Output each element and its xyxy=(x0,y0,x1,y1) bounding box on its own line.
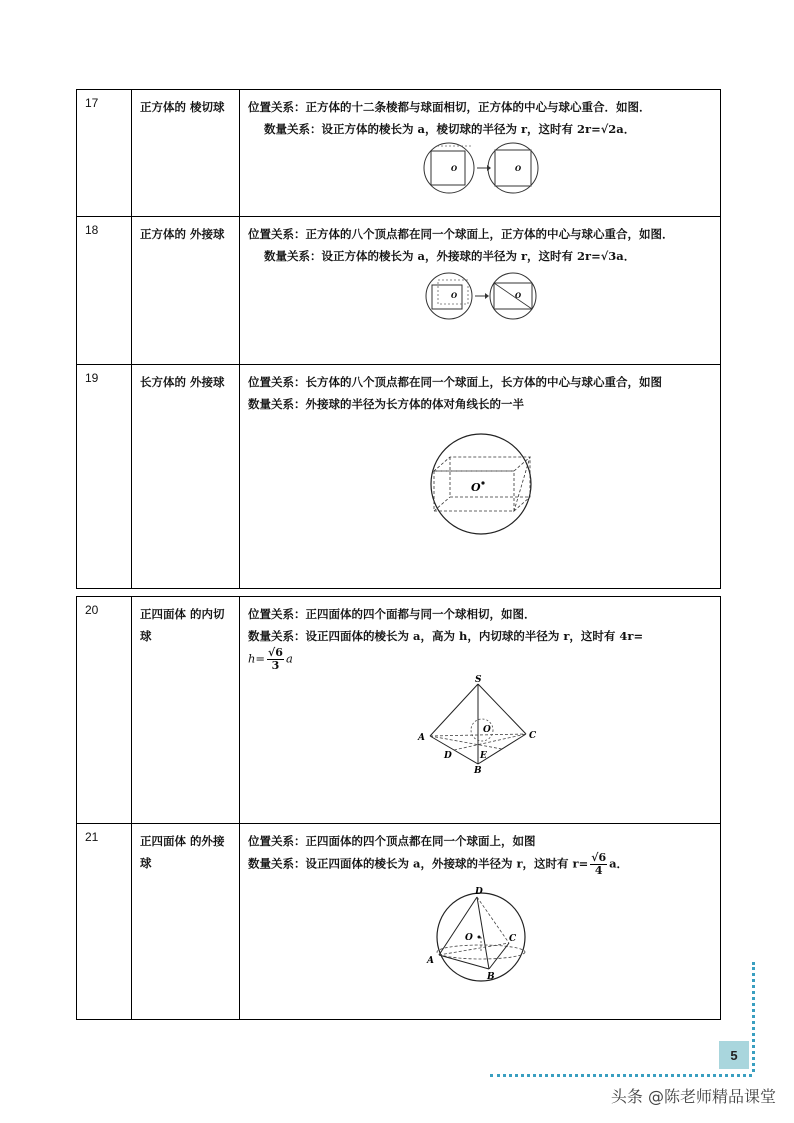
position-relation: 位置关系：正四面体的四个顶点都在同一个球面上，如图 xyxy=(248,834,536,848)
row-number: 18 xyxy=(77,217,132,365)
row-number: 17 xyxy=(77,90,132,217)
page-number: 5 xyxy=(719,1041,749,1069)
table-row xyxy=(77,824,721,1020)
cube-circumsphere-figure xyxy=(421,271,541,321)
row-title: 长方体的 外接球 xyxy=(132,365,240,589)
position-relation: 位置关系：正方体的十二条棱都与球面相切，正方体的中心与球心重合．如图． xyxy=(248,100,651,114)
svg-text:A: A xyxy=(427,956,434,966)
row-title: 正四面体 的内切球 xyxy=(132,597,240,824)
formula: h= $\frac{√6}{3}$ a xyxy=(248,646,293,672)
quantity-relation: 数量关系：外接球的半径为长方体的体对角线长的一半 xyxy=(248,397,524,411)
svg-text:C: C xyxy=(509,934,517,944)
row-description xyxy=(240,824,721,1020)
svg-text:B: B xyxy=(487,972,495,982)
cube-edge-sphere-figure xyxy=(421,140,541,196)
position-relation: 位置关系：长方体的八个顶点都在同一个球面上，长方体的中心与球心重合，如图 xyxy=(248,375,662,389)
row-number: 19 xyxy=(77,365,132,589)
quantity-relation: 数量关系：设正方体的棱长为 a，外接球的半径为 r，这时有 2r=√3a． xyxy=(264,249,636,263)
svg-text:D: D xyxy=(444,751,452,761)
fraction: $\frac{√6}{4}$ xyxy=(591,851,607,877)
decorative-dotted-line-vertical xyxy=(752,962,758,1072)
tetrahedron-insphere-figure xyxy=(416,674,546,774)
svg-text:S: S xyxy=(475,675,482,685)
cuboid-circumsphere-figure xyxy=(426,429,536,539)
center-label-o: O xyxy=(515,164,522,173)
quantity-relation: 数量关系：设正四面体的棱长为 a，高为 h，内切球的半径为 r，这时有 4r= xyxy=(248,629,644,643)
row-description xyxy=(240,217,721,365)
table-row xyxy=(77,365,721,589)
svg-text:O: O xyxy=(465,933,473,943)
svg-text:B: B xyxy=(474,766,482,774)
watermark: 头条 @陈老师精品课堂 xyxy=(610,1087,776,1106)
table-solid-spheres-b xyxy=(76,596,721,1020)
tetrahedron-circumsphere-figure xyxy=(421,883,541,983)
row-title: 正四面体 的外接球 xyxy=(132,824,240,1020)
table-row xyxy=(77,217,721,365)
position-relation: 位置关系：正方体的八个顶点都在同一个球面上，正方体的中心与球心重合，如图． xyxy=(248,227,674,241)
row-number: 20 xyxy=(77,597,132,824)
table-row xyxy=(77,597,721,824)
center-label-o: O xyxy=(515,291,522,300)
row-description xyxy=(240,90,721,217)
svg-text:A: A xyxy=(418,733,425,743)
svg-text:E: E xyxy=(480,751,487,761)
svg-text:D: D xyxy=(475,887,483,897)
center-label-o: O xyxy=(451,291,458,300)
svg-text:O: O xyxy=(483,725,491,735)
center-label-o: O xyxy=(451,164,458,173)
table-row xyxy=(77,90,721,217)
row-number: 21 xyxy=(77,824,132,1020)
center-label-o: O xyxy=(471,481,481,494)
row-title: 正方体的 外接球 xyxy=(132,217,240,365)
table-solid-spheres-a xyxy=(76,89,721,589)
row-title: 正方体的 棱切球 xyxy=(132,90,240,217)
row-description xyxy=(240,365,721,589)
quantity-relation: 数量关系：设正方体的棱长为 a，棱切球的半径为 r，这时有 2r=√2a． xyxy=(264,122,636,136)
row-description xyxy=(240,597,721,824)
position-relation: 位置关系：正四面体的四个面都与同一个球相切，如图． xyxy=(248,607,536,621)
decorative-dotted-line-horizontal xyxy=(490,1074,752,1080)
fraction: $\frac{√6}{3}$ xyxy=(268,646,283,672)
svg-text:C: C xyxy=(529,731,537,741)
quantity-relation: 数量关系：设正四面体的棱长为 a，外接球的半径为 r，这时有 r= $\frac{√6}{4}$ a． xyxy=(248,851,629,877)
